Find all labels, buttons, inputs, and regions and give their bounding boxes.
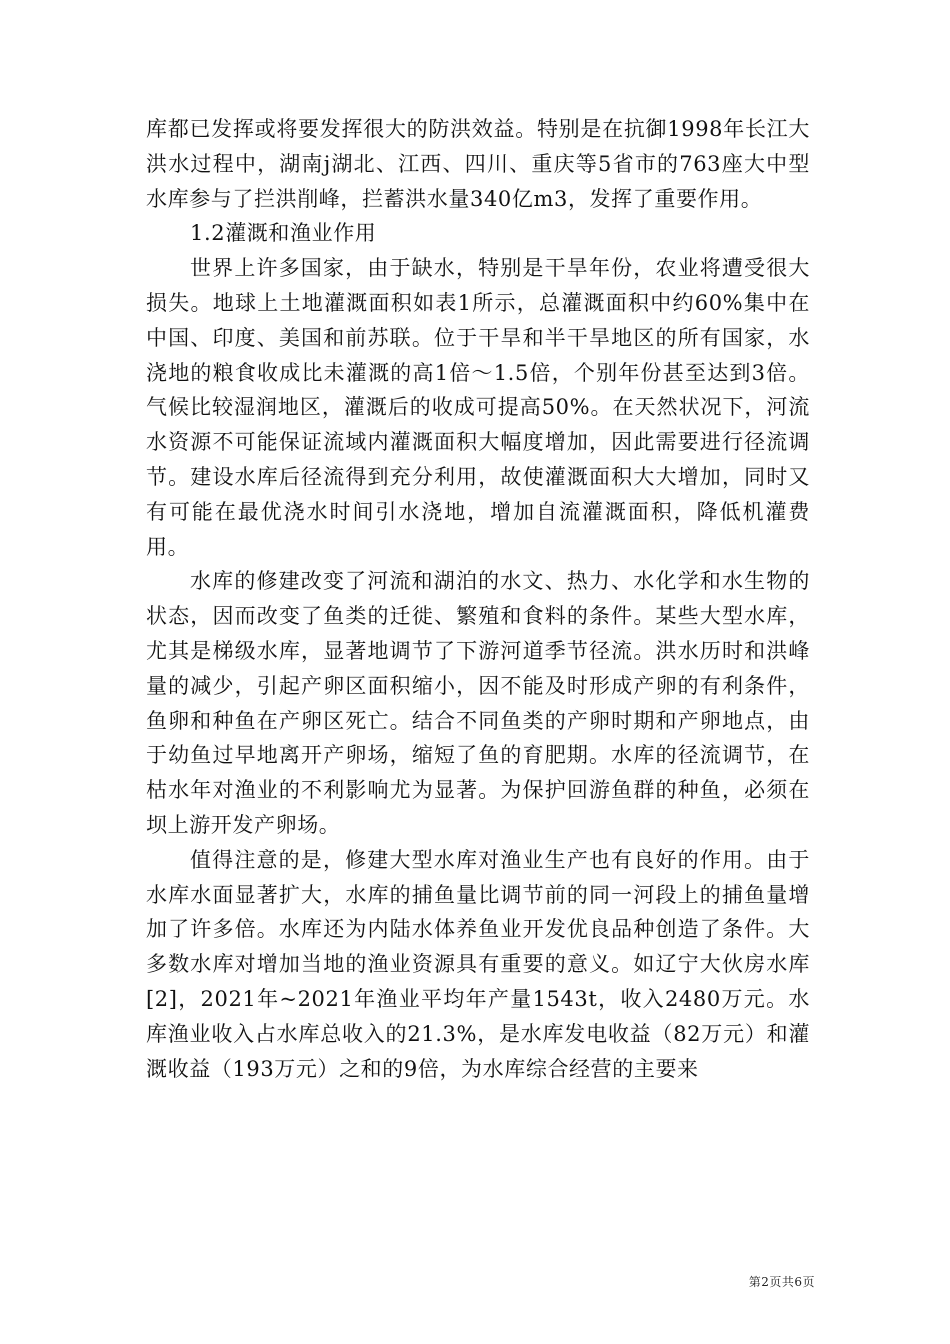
paragraph-continuation: 库都已发挥或将要发挥很大的防洪效益。特别是在抗御1998年长江大洪水过程中，湖南j湖北、江西、四川、重庆等5省市的763座大中型水库参与了拦洪削峰，拦蓄洪水量340亿m3，发挥了重要作用。 xyxy=(146,117,810,211)
body-text xyxy=(146,112,810,1086)
page-number: 第2页共6页 xyxy=(748,1275,815,1289)
paragraph-fishery-effects: 水库的修建改变了河流和湖泊的水文、热力、水化学和水生物的状态，因而改变了鱼类的迁徙、繁殖和食料的条件。某些大型水库，尤其是梯级水库，显著地调节了下游河道季节径流。洪水历时和洪峰量的减少，引起产卵区面积缩小，因不能及时形成产卵的有利条件，鱼卵和种鱼在产卵区死亡。结合不同鱼类的产卵时期和产卵地点，由于幼鱼过早地离开产卵场，缩短了鱼的育肥期。水库的径流调节，在枯水年对渔业的不利影响尤为显著。为保护回游鱼群的种鱼，必须在坝上游开发产卵场。 xyxy=(146,569,810,837)
paragraph-irrigation: 世界上许多国家，由于缺水，特别是干旱年份，农业将遭受很大损失。地球上土地灌溉面积如表1所示，总灌溉面积中约60%集中在中国、印度、美国和前苏联。位于干旱和半干旱地区的所有国家，水浇地的粮食收成比未灌溉的高1倍～1.5倍，个别年份甚至达到3倍。气候比较湿润地区，灌溉后的收成可提高50%。在天然状况下，河流水资源不可能保证流域内灌溉面积大幅度增加，因此需要进行径流调节。建设水库后径流得到充分利用，故使灌溉面积大大增加，同时又有可能在最优浇水时间引水浇地，增加自流灌溉面积，降低机灌费用。 xyxy=(146,256,810,559)
paragraph-fishery-benefits: 值得注意的是，修建大型水库对渔业生产也有良好的作用。由于水库水面显著扩大，水库的捕鱼量比调节前的同一河段上的捕鱼量增加了许多倍。水库还为内陆水体养鱼业开发优良品种创造了条件。大多数水库对增加当地的渔业资源具有重要的意义。如辽宁大伙房水库[2]，2021年~2021年渔业平均年产量1543t，收入2480万元。水库渔业收入占水库总收入的21.3%，是水库发电收益（82万元）和灌溉收益（193万元）之和的9倍，为水库综合经营的主要来 xyxy=(146,847,810,1081)
section-heading: 1.2灌溉和渔业作用 xyxy=(190,221,377,246)
